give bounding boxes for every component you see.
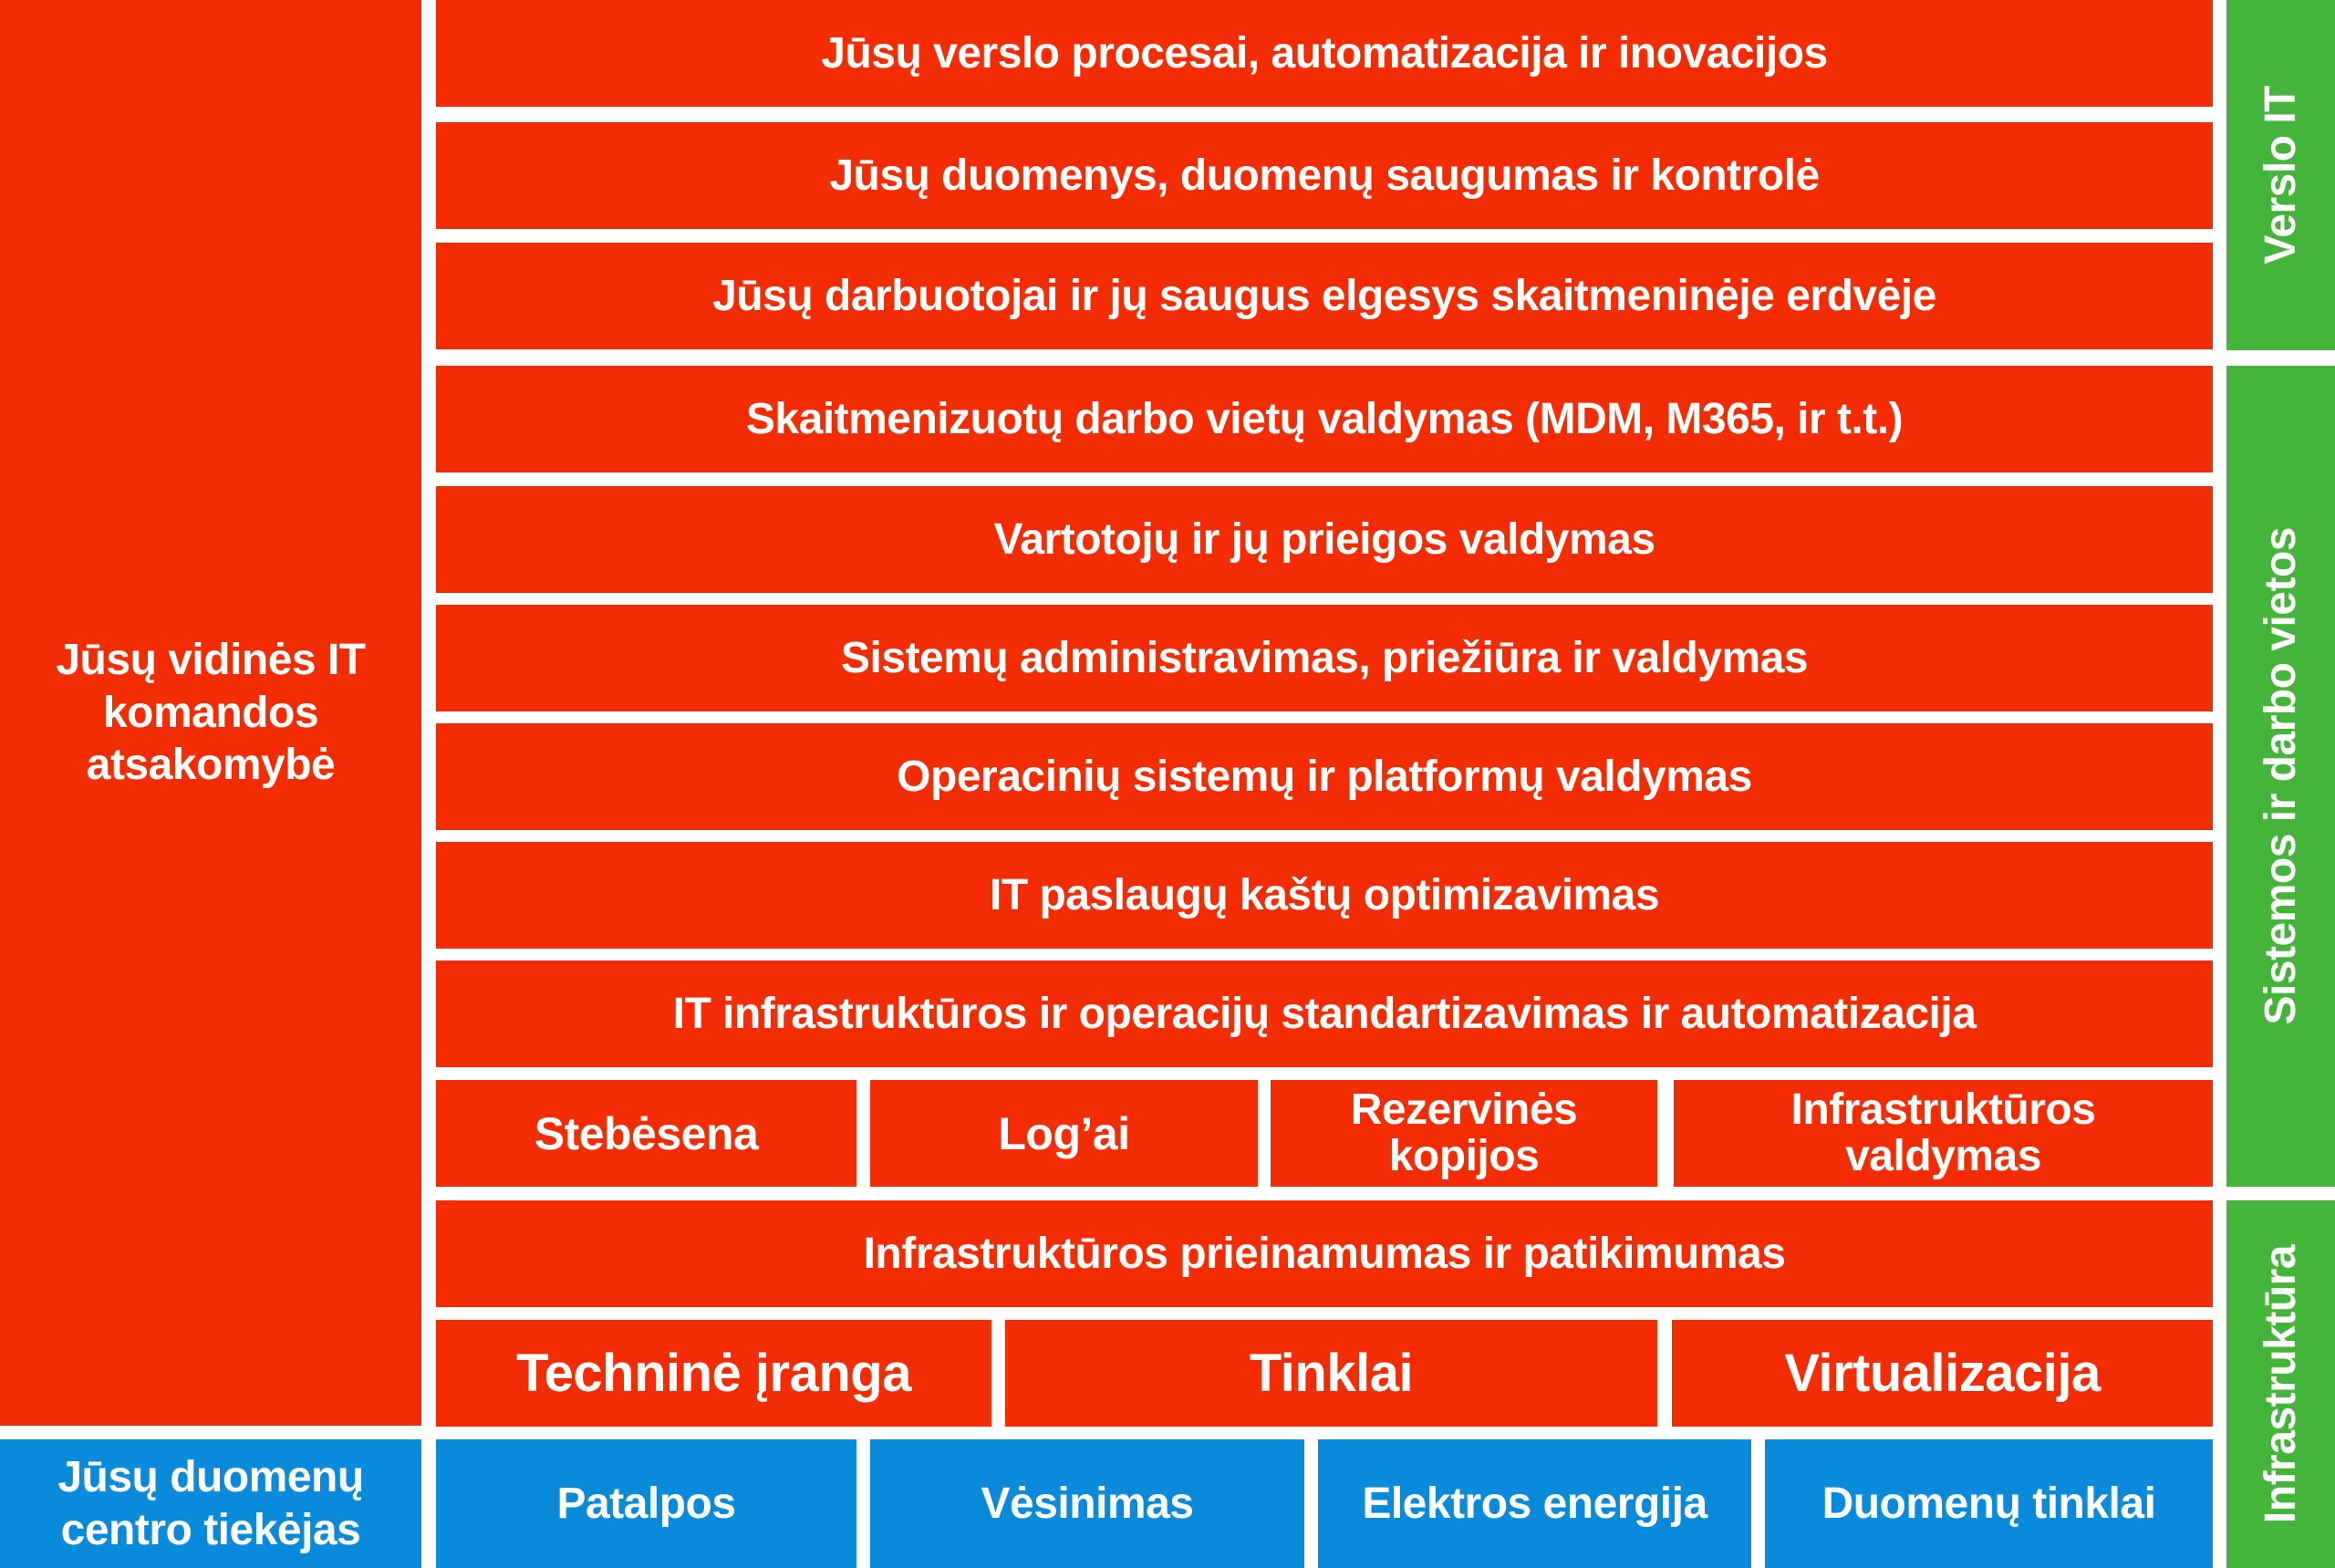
row-availability-label: Infrastruktūros prieinamumas ir patikimumas bbox=[863, 1229, 1786, 1278]
row-availability bbox=[436, 1200, 2213, 1307]
cell-premises bbox=[436, 1439, 856, 1568]
internal-it-responsibility-block bbox=[0, 0, 421, 1426]
side-infrastructure-label: Infrastruktūra bbox=[2256, 1244, 2305, 1524]
row-users-access bbox=[436, 486, 2213, 593]
row-business-processes-label: Jūsų verslo procesai, automatizacija ir inovacijos bbox=[821, 28, 1828, 78]
row-business-processes bbox=[436, 0, 2213, 107]
row-users-access-label: Vartotojų ir jų prieigos valdymas bbox=[993, 514, 1655, 564]
cell-data-networks-label: Duomenų tinklai bbox=[1821, 1479, 2156, 1528]
side-systems-workplaces bbox=[2226, 366, 2335, 1187]
row-sysadmin-label: Sistemų administravimas, priežiūra ir valdymas bbox=[840, 633, 1809, 682]
cell-power bbox=[1318, 1439, 1751, 1568]
cell-networks bbox=[1005, 1320, 1657, 1427]
cell-data-networks bbox=[1765, 1439, 2213, 1568]
datacenter-provider-block bbox=[0, 1439, 421, 1568]
cell-hardware-label: Techninė įranga bbox=[516, 1343, 911, 1403]
cell-networks-label: Tinklai bbox=[1249, 1343, 1414, 1403]
row-cost-optimization bbox=[436, 842, 2213, 949]
row-cost-optimization-label: IT paslaugų kaštų optimizavimas bbox=[989, 870, 1660, 919]
row-standardization bbox=[436, 961, 2213, 1067]
cell-backups bbox=[1271, 1080, 1657, 1187]
cell-logs bbox=[870, 1080, 1258, 1187]
cell-hardware bbox=[436, 1320, 991, 1427]
row-os-platforms bbox=[436, 723, 2213, 830]
cell-monitoring bbox=[436, 1080, 856, 1187]
row-data-security-label: Jūsų duomenys, duomenų saugumas ir kontrolė bbox=[829, 151, 1820, 200]
cell-cooling-label: Vėsinimas bbox=[981, 1479, 1194, 1528]
cell-logs-label: Log’ai bbox=[998, 1107, 1130, 1159]
cell-cooling bbox=[870, 1439, 1304, 1568]
cell-backups-label: Rezervinės kopijos bbox=[1350, 1085, 1578, 1180]
row-sysadmin bbox=[436, 605, 2213, 711]
row-os-platforms-label: Operacinių sistemų ir platformų valdymas bbox=[897, 752, 1752, 801]
cell-virtualization bbox=[1672, 1320, 2213, 1427]
cell-premises-label: Patalpos bbox=[556, 1479, 736, 1528]
cell-infra-management-label: Infrastruktūros valdymas bbox=[1790, 1085, 2096, 1180]
row-workplaces bbox=[436, 366, 2213, 472]
row-standardization-label: IT infrastruktūros ir operacijų standartizavimas ir automatizacija bbox=[672, 989, 1977, 1038]
cell-power-label: Elektros energija bbox=[1362, 1479, 1707, 1528]
side-business-it bbox=[2226, 0, 2335, 350]
side-business-it-label: Verslo IT bbox=[2256, 86, 2305, 265]
row-employees-label: Jūsų darbuotojai ir jų saugus elgesys skaitmeninėje erdvėje bbox=[712, 271, 1936, 320]
side-systems-workplaces-label: Sistemos ir darbo vietos bbox=[2256, 527, 2305, 1025]
row-employees bbox=[436, 243, 2213, 349]
row-data-security bbox=[436, 122, 2213, 229]
datacenter-provider-label: Jūsų duomenų centro tiekėjas bbox=[57, 1452, 364, 1554]
cell-monitoring-label: Stebėsena bbox=[534, 1107, 759, 1159]
row-workplaces-label: Skaitmenizuotų darbo vietų valdymas (MDM, M365, ir t.t.) bbox=[745, 394, 1904, 443]
side-infrastructure bbox=[2226, 1200, 2335, 1568]
cell-infra-management bbox=[1674, 1080, 2213, 1187]
internal-it-responsibility-label: Jūsų vidinės IT komandos atsakomybė bbox=[56, 636, 366, 790]
cell-virtualization-label: Virtualizacija bbox=[1784, 1343, 2101, 1403]
